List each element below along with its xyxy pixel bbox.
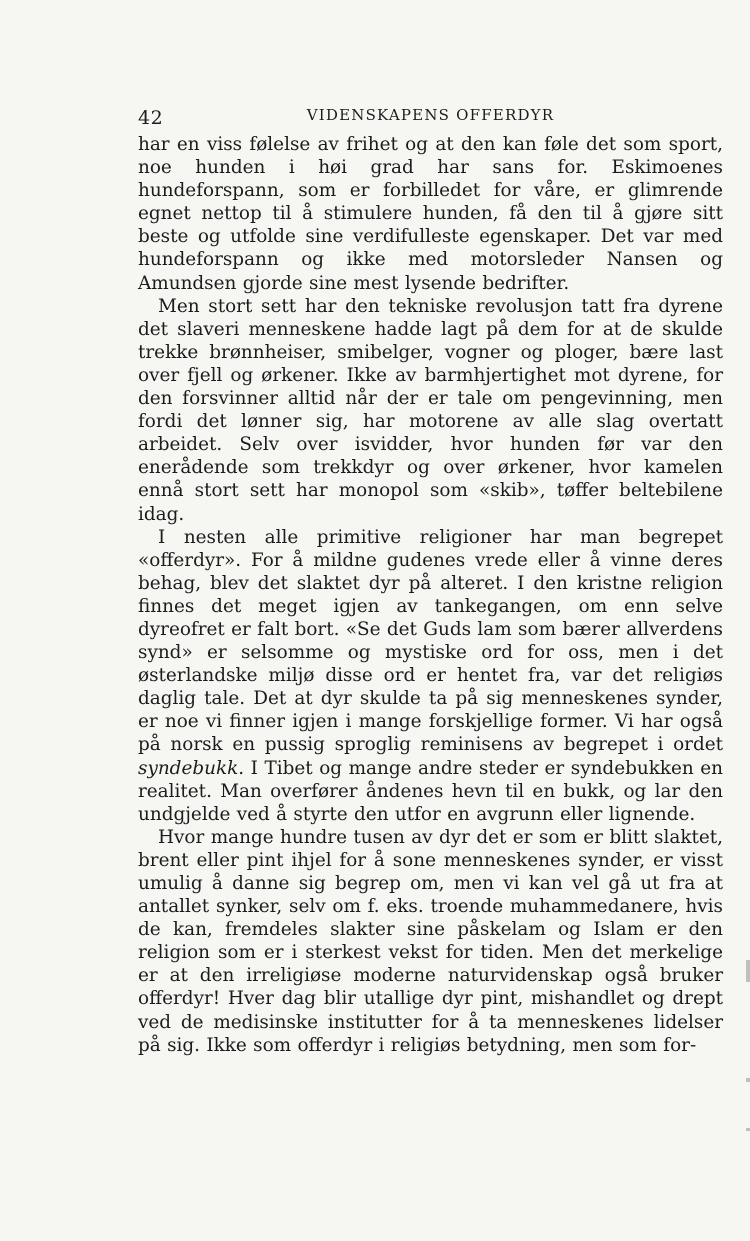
scan-edge-mark: [746, 1128, 750, 1131]
page-header: [138, 104, 723, 134]
scan-edge-mark: [746, 1078, 750, 1082]
paragraph-text: I Tibet og mange andre steder er syndebukken en realitet. Man overfører åndenes hevn til en bukk, og lar den undgjelde ved å styrte den utfor en avgrunn eller lignende.: [138, 757, 723, 825]
emphasized-word: syndebukk.: [138, 757, 245, 779]
paragraph: [138, 526, 723, 826]
paragraph-text: I nesten alle primitive religioner har man begrepet «offerdyr». For å mildne gudenes vrede eller å vinne deres behag, blev det slaktet dyr på alteret. I den kristne religion finnes det meget igjen av tankegangen, om enn selve dyreofret er falt bort. «Se det Guds lam som bærer allverdens synd» er selsomme og mystiske ord for oss, men i det østerlandske miljø disse ord er hentet fra, var det religiøs daglig tale. Det at dyr skulde ta på sig menneskenes synder, er noe vi finner igjen i mange forskjellige former. Vi har også på norsk en pussig sproglig reminisens av begrepet i ordet: [138, 526, 723, 756]
page-number: 42: [138, 107, 164, 129]
paragraph: Hvor mange hundre tusen av dyr det er som er blitt slaktet, brent eller pint ihjel for å sone menneskenes synder, er visst umulig å danne sig begrep om, men vi kan vel gå ut fra at antallet synker, selv om f. eks. troende muhammedanere, hvis de kan, fremdeles slakter sine påskelam og Islam er den religion som er i sterkest vekst for tiden. Men det merkelige er at den irreligiøse moderne naturvidenskap også bruker offerdyr! Hver dag blir utallige dyr pint, mishandlet og drept ved de medisinske institutter for å ta menneskenes lidelser på sig. Ikke som offerdyr i religiøs betydning, men som for-: [138, 826, 723, 1056]
paragraph: har en viss følelse av frihet og at den kan føle det som sport, noe hunden i høi grad har sans for. Eskimoenes hundeforspann, som er forbilledet for våre, er glimrende egnet nettop til å stimulere hunden, få den til å gjøre sitt beste og utfolde sine verdifulleste egenskaper. Det var med hundeforspann og ikke med motorsleder Nansen og Amundsen gjorde sine mest lysende bedrifter.: [138, 134, 723, 294]
running-head: VIDENSKAPENS OFFERDYR: [306, 106, 555, 124]
scan-edge-mark: [746, 960, 750, 982]
paragraph: Men stort sett har den tekniske revolusjon tatt fra dyrene det slaveri menneskene hadde lagt på dem for at de skulde trekke brønnheiser, smibelger, vogner og ploger, bære last over fjell og ørkener. Ikke av barmhjertighet mot dyrene, for den forsvinner alltid når der er tale om pengevinning, men fordi det lønner sig, har motorene av alle slag overtatt arbeidet. Selv over isvidder, hvor hunden før var den enerådende som trekkdyr og over ørkener, hvor kamelen ennå stort sett har monopol som «skib», tøffer beltebilene idag.: [138, 295, 723, 525]
body-text: [138, 133, 723, 1057]
